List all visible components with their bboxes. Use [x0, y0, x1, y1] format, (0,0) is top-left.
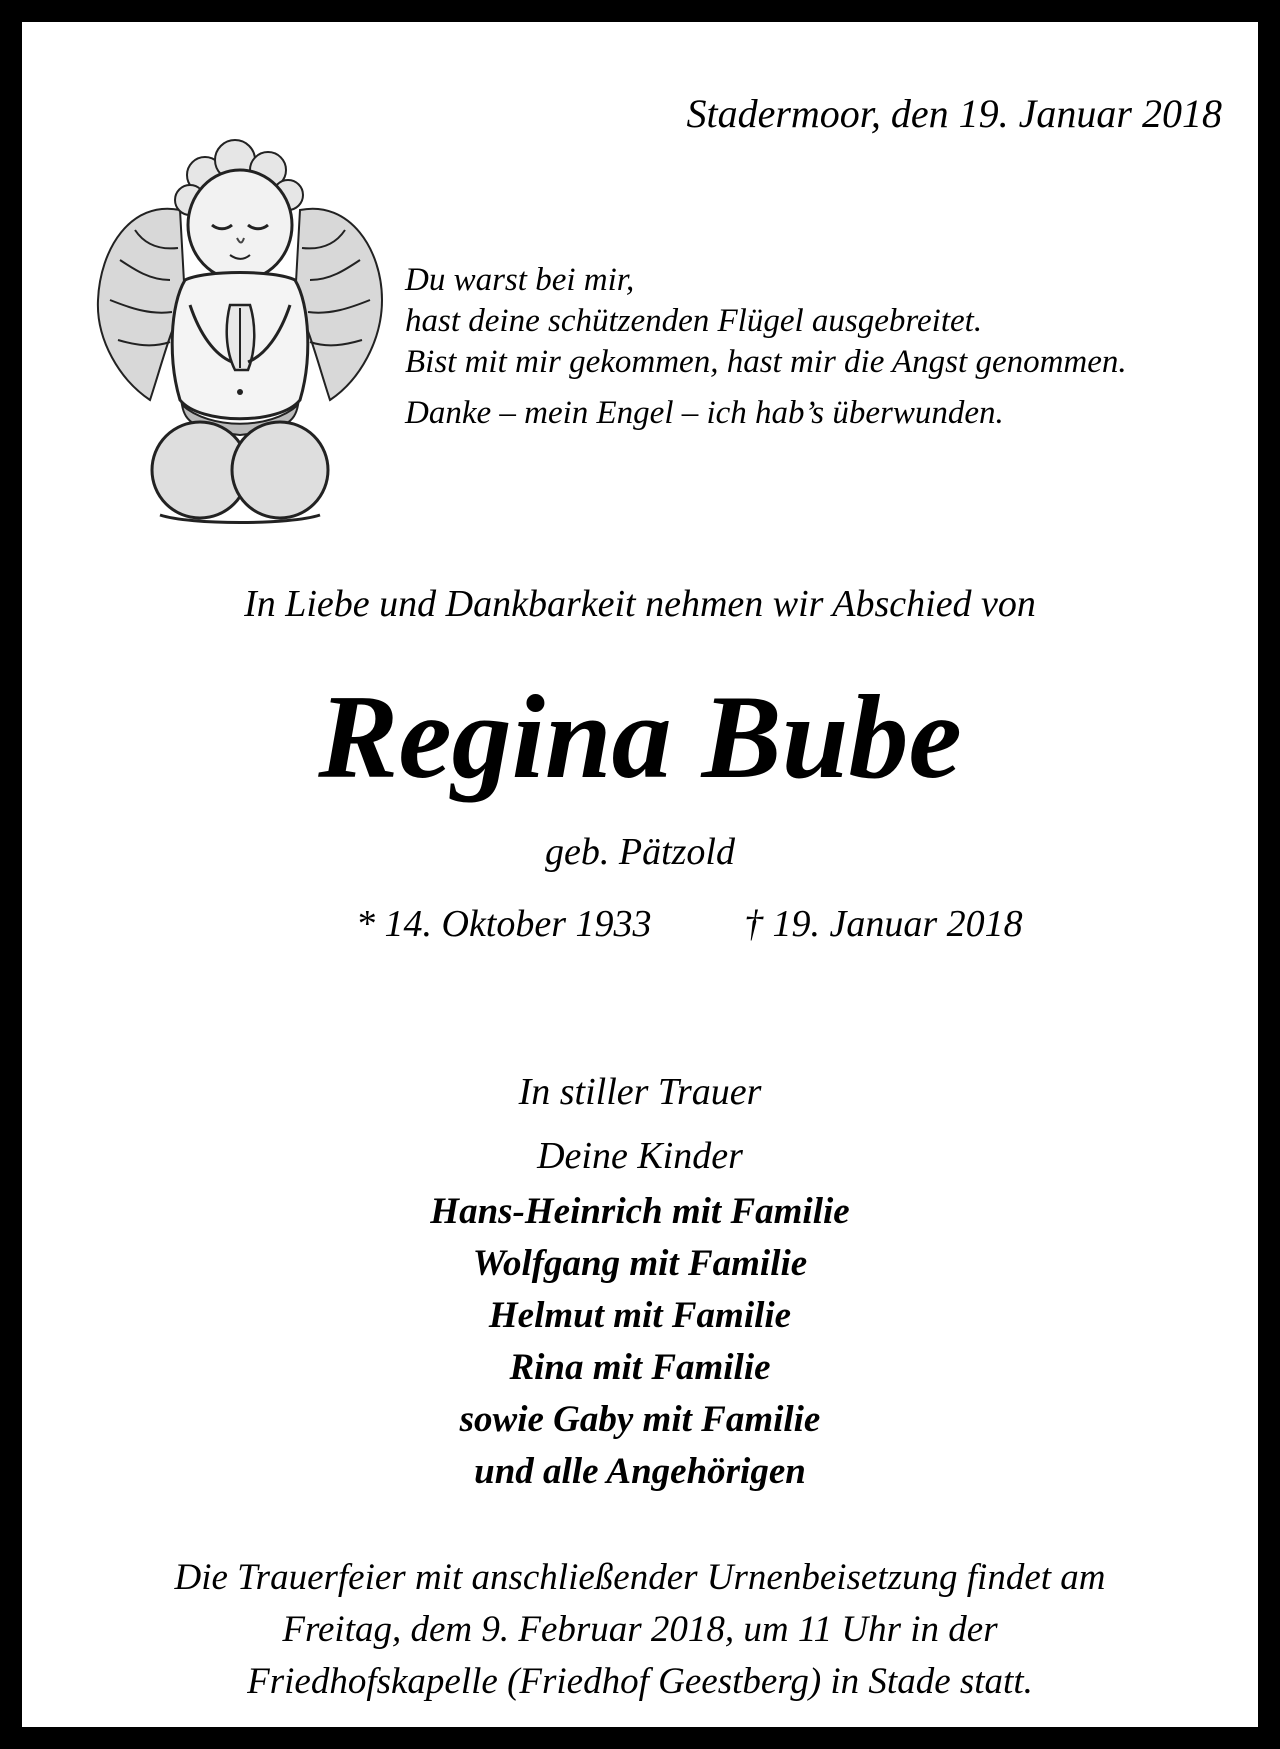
- service-line: Die Trauerfeier mit anschließender Urnenbeisetzung findet am: [174, 1557, 1106, 1598]
- family-item: Helmut mit Familie: [488, 1295, 792, 1336]
- kneeling-angel-icon: [90, 130, 390, 530]
- family-item: Hans-Heinrich mit Familie: [430, 1191, 850, 1232]
- family-item: sowie Gaby mit Familie: [459, 1399, 821, 1440]
- death-date: † 19. Januar 2018: [744, 903, 1023, 945]
- maiden-name: geb. Pätzold: [545, 831, 735, 873]
- poem-line: Danke – mein Engel – ich hab’s überwunden.: [405, 395, 1004, 431]
- poem: [405, 260, 1127, 434]
- family-item: Rina mit Familie: [509, 1347, 771, 1388]
- poem-line: Bist mit mir gekommen, hast mir die Angst genommen.: [405, 344, 1127, 380]
- family-item: und alle Angehörigen: [474, 1451, 806, 1492]
- service-line: Friedhofskapelle (Friedhof Geestberg) in Stade statt.: [247, 1661, 1033, 1702]
- poem-line: hast deine schützenden Flügel ausgebreitet.: [405, 303, 983, 339]
- service-info: [22, 1552, 1258, 1708]
- obituary-notice: [22, 22, 1258, 1727]
- poem-line: Du warst bei mir,: [405, 262, 635, 298]
- birth-date: * 14. Oktober 1933: [356, 903, 652, 945]
- family-item: Wolfgang mit Familie: [472, 1243, 808, 1284]
- deceased-name: Regina Bube: [318, 670, 962, 803]
- place-date: Stadermoor, den 19. Januar 2018: [686, 91, 1222, 136]
- farewell-intro: In Liebe und Dankbarkeit nehmen wir Abschied von: [244, 583, 1036, 625]
- family-list: [22, 1186, 1258, 1498]
- service-line: Freitag, dem 9. Februar 2018, um 11 Uhr in der: [282, 1609, 998, 1650]
- mourning-intro: In stiller Trauer: [518, 1071, 762, 1113]
- children-label: Deine Kinder: [537, 1135, 743, 1177]
